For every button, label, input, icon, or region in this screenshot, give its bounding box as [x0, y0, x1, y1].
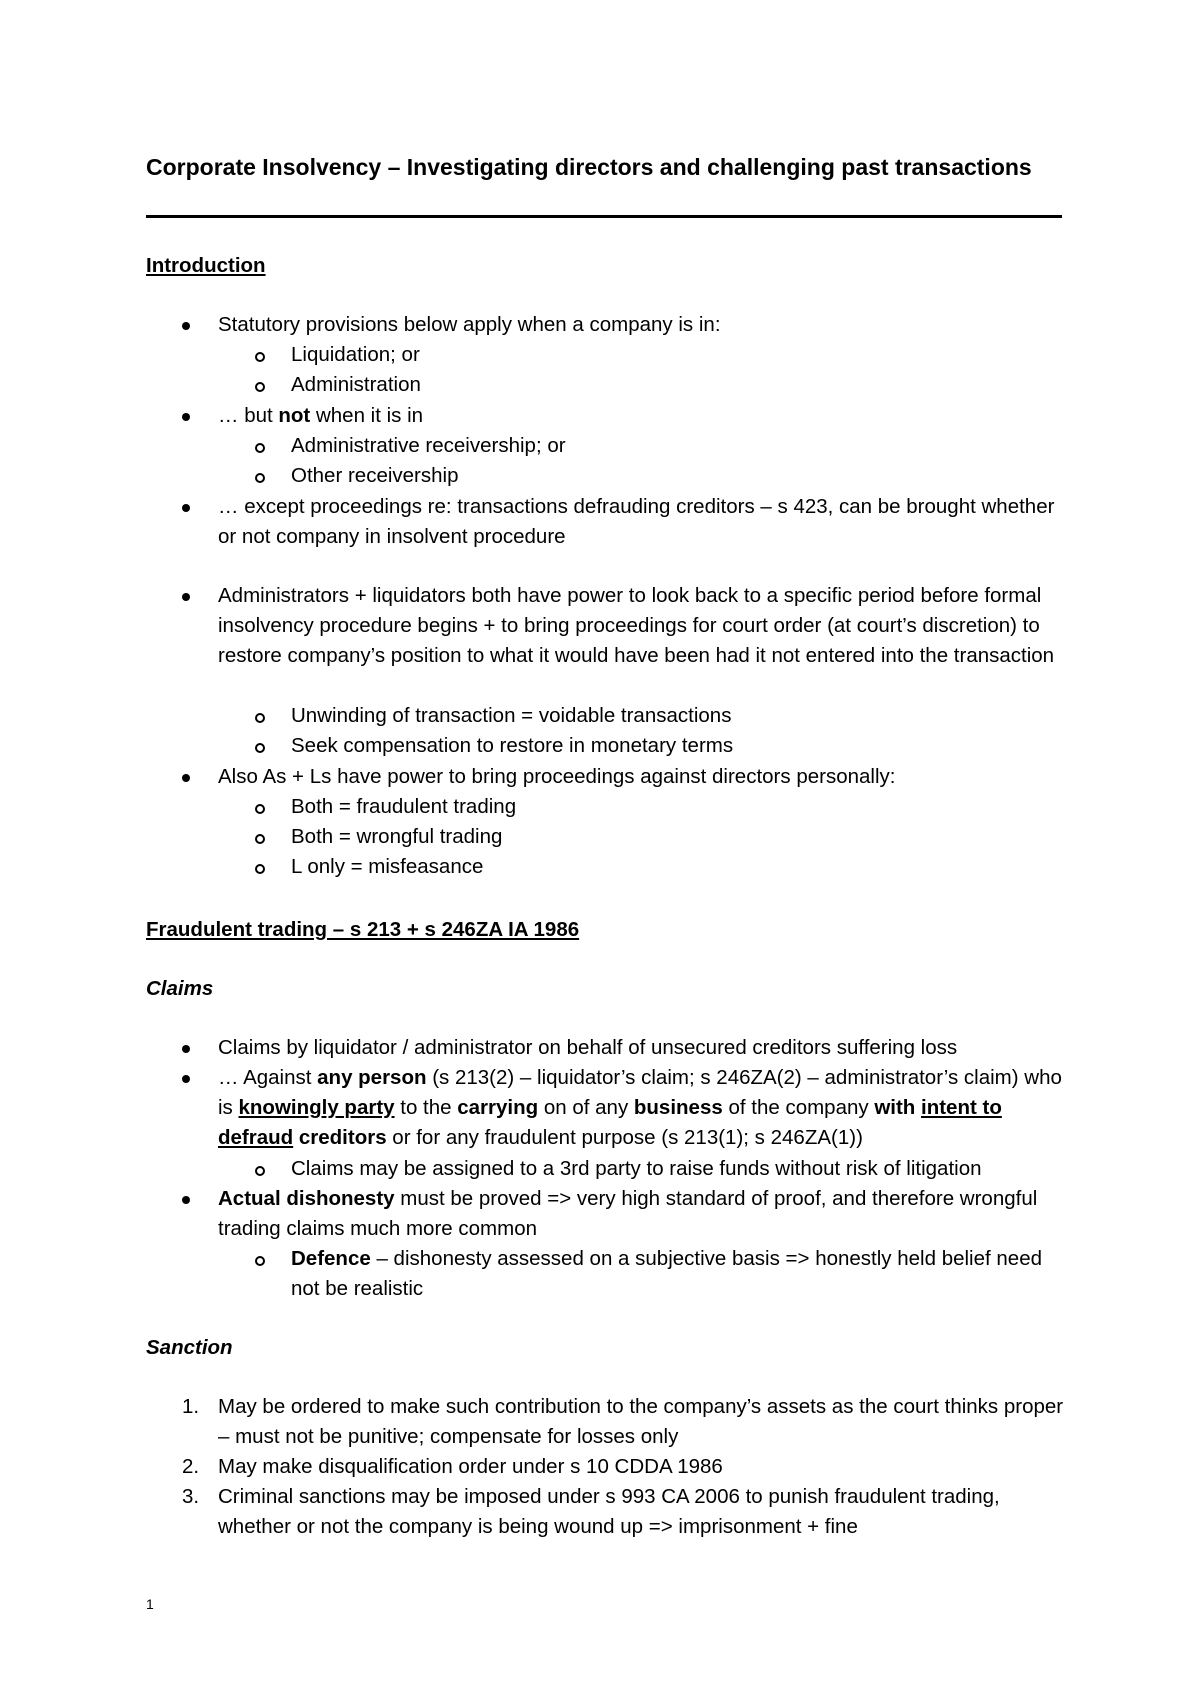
heading-fraudulent-trading: Fraudulent trading – s 213 + s 246ZA IA 1986 — [146, 918, 580, 941]
list-item: … but not when it is in — [218, 401, 1068, 431]
bullet-icon — [182, 774, 190, 782]
bullet-icon — [182, 593, 190, 601]
subheading-sanction: Sanction — [146, 1336, 233, 1359]
list-item: L only = misfeasance — [291, 852, 1071, 882]
circle-bullet-icon — [255, 713, 265, 723]
title-rule — [146, 215, 1062, 218]
circle-bullet-icon — [255, 743, 265, 753]
list-item: Administrative receivership; or — [291, 431, 1071, 461]
bullet-icon — [182, 322, 190, 330]
list-item: … Against any person (s 213(2) – liquidator’s claim; s 246ZA(2) – administrator’s claim) who is knowingly party to the carrying on of any business of the company with intent to defraud creditors or for any fraudulent purpose (s 213(1); s 246ZA(1)) — [218, 1063, 1068, 1153]
list-item: Both = wrongful trading — [291, 822, 1071, 852]
circle-bullet-icon — [255, 443, 265, 453]
list-item: … except proceedings re: transactions defrauding creditors – s 423, can be brought whether or not company in insolvent procedure — [218, 492, 1068, 552]
circle-bullet-icon — [255, 382, 265, 392]
circle-bullet-icon — [255, 473, 265, 483]
list-item: Administration — [291, 370, 1071, 400]
list-item: Actual dishonesty must be proved => very high standard of proof, and therefore wrongful trading claims much more common — [218, 1184, 1068, 1244]
bullet-icon — [182, 413, 190, 421]
list-item: Liquidation; or — [291, 340, 1071, 370]
list-item: Statutory provisions below apply when a company is in: — [218, 310, 1068, 340]
circle-bullet-icon — [255, 804, 265, 814]
bullet-icon — [182, 1075, 190, 1083]
circle-bullet-icon — [255, 352, 265, 362]
page-number: 1 — [146, 1596, 154, 1612]
bullet-icon — [182, 1045, 190, 1053]
heading-introduction: Introduction — [146, 254, 266, 277]
circle-bullet-icon — [255, 1166, 265, 1176]
list-item: 2. May make disqualification order under s 10 CDDA 1986 — [182, 1455, 723, 1478]
subheading-claims: Claims — [146, 977, 214, 1000]
circle-bullet-icon — [255, 864, 265, 874]
list-item: Defence – dishonesty assessed on a subjective basis => honestly held belief need not be realistic — [291, 1244, 1071, 1304]
circle-bullet-icon — [255, 834, 265, 844]
list-item: 1. May be ordered to make such contribution to the company’s assets as the court thinks proper – must not be punitive; compensate for losses only — [182, 1395, 1064, 1448]
bullet-icon — [182, 1196, 190, 1204]
list-item: Claims by liquidator / administrator on behalf of unsecured creditors suffering loss — [218, 1033, 1068, 1063]
bullet-icon — [182, 504, 190, 512]
list-item: Other receivership — [291, 461, 1071, 491]
list-item: Both = fraudulent trading — [291, 792, 1071, 822]
list-item: Claims may be assigned to a 3rd party to raise funds without risk of litigation — [291, 1154, 1071, 1184]
list-item: Also As + Ls have power to bring proceedings against directors personally: — [218, 762, 1068, 792]
list-item: Unwinding of transaction = voidable transactions — [291, 701, 1071, 731]
list-item: Seek compensation to restore in monetary terms — [291, 731, 1071, 761]
circle-bullet-icon — [255, 1256, 265, 1266]
list-item: 3. Criminal sanctions may be imposed under s 993 CA 2006 to punish fraudulent trading, whether or not the company is being wound up => imprisonment + fine — [182, 1485, 1000, 1538]
list-item: Administrators + liquidators both have power to look back to a specific period before formal insolvency procedure begins + to bring proceedings for court order (at court’s discretion) to restore company’s position to what it would have been had it not entered into the transaction — [218, 581, 1068, 671]
page-title: Corporate Insolvency – Investigating directors and challenging past transactions — [146, 154, 1032, 180]
